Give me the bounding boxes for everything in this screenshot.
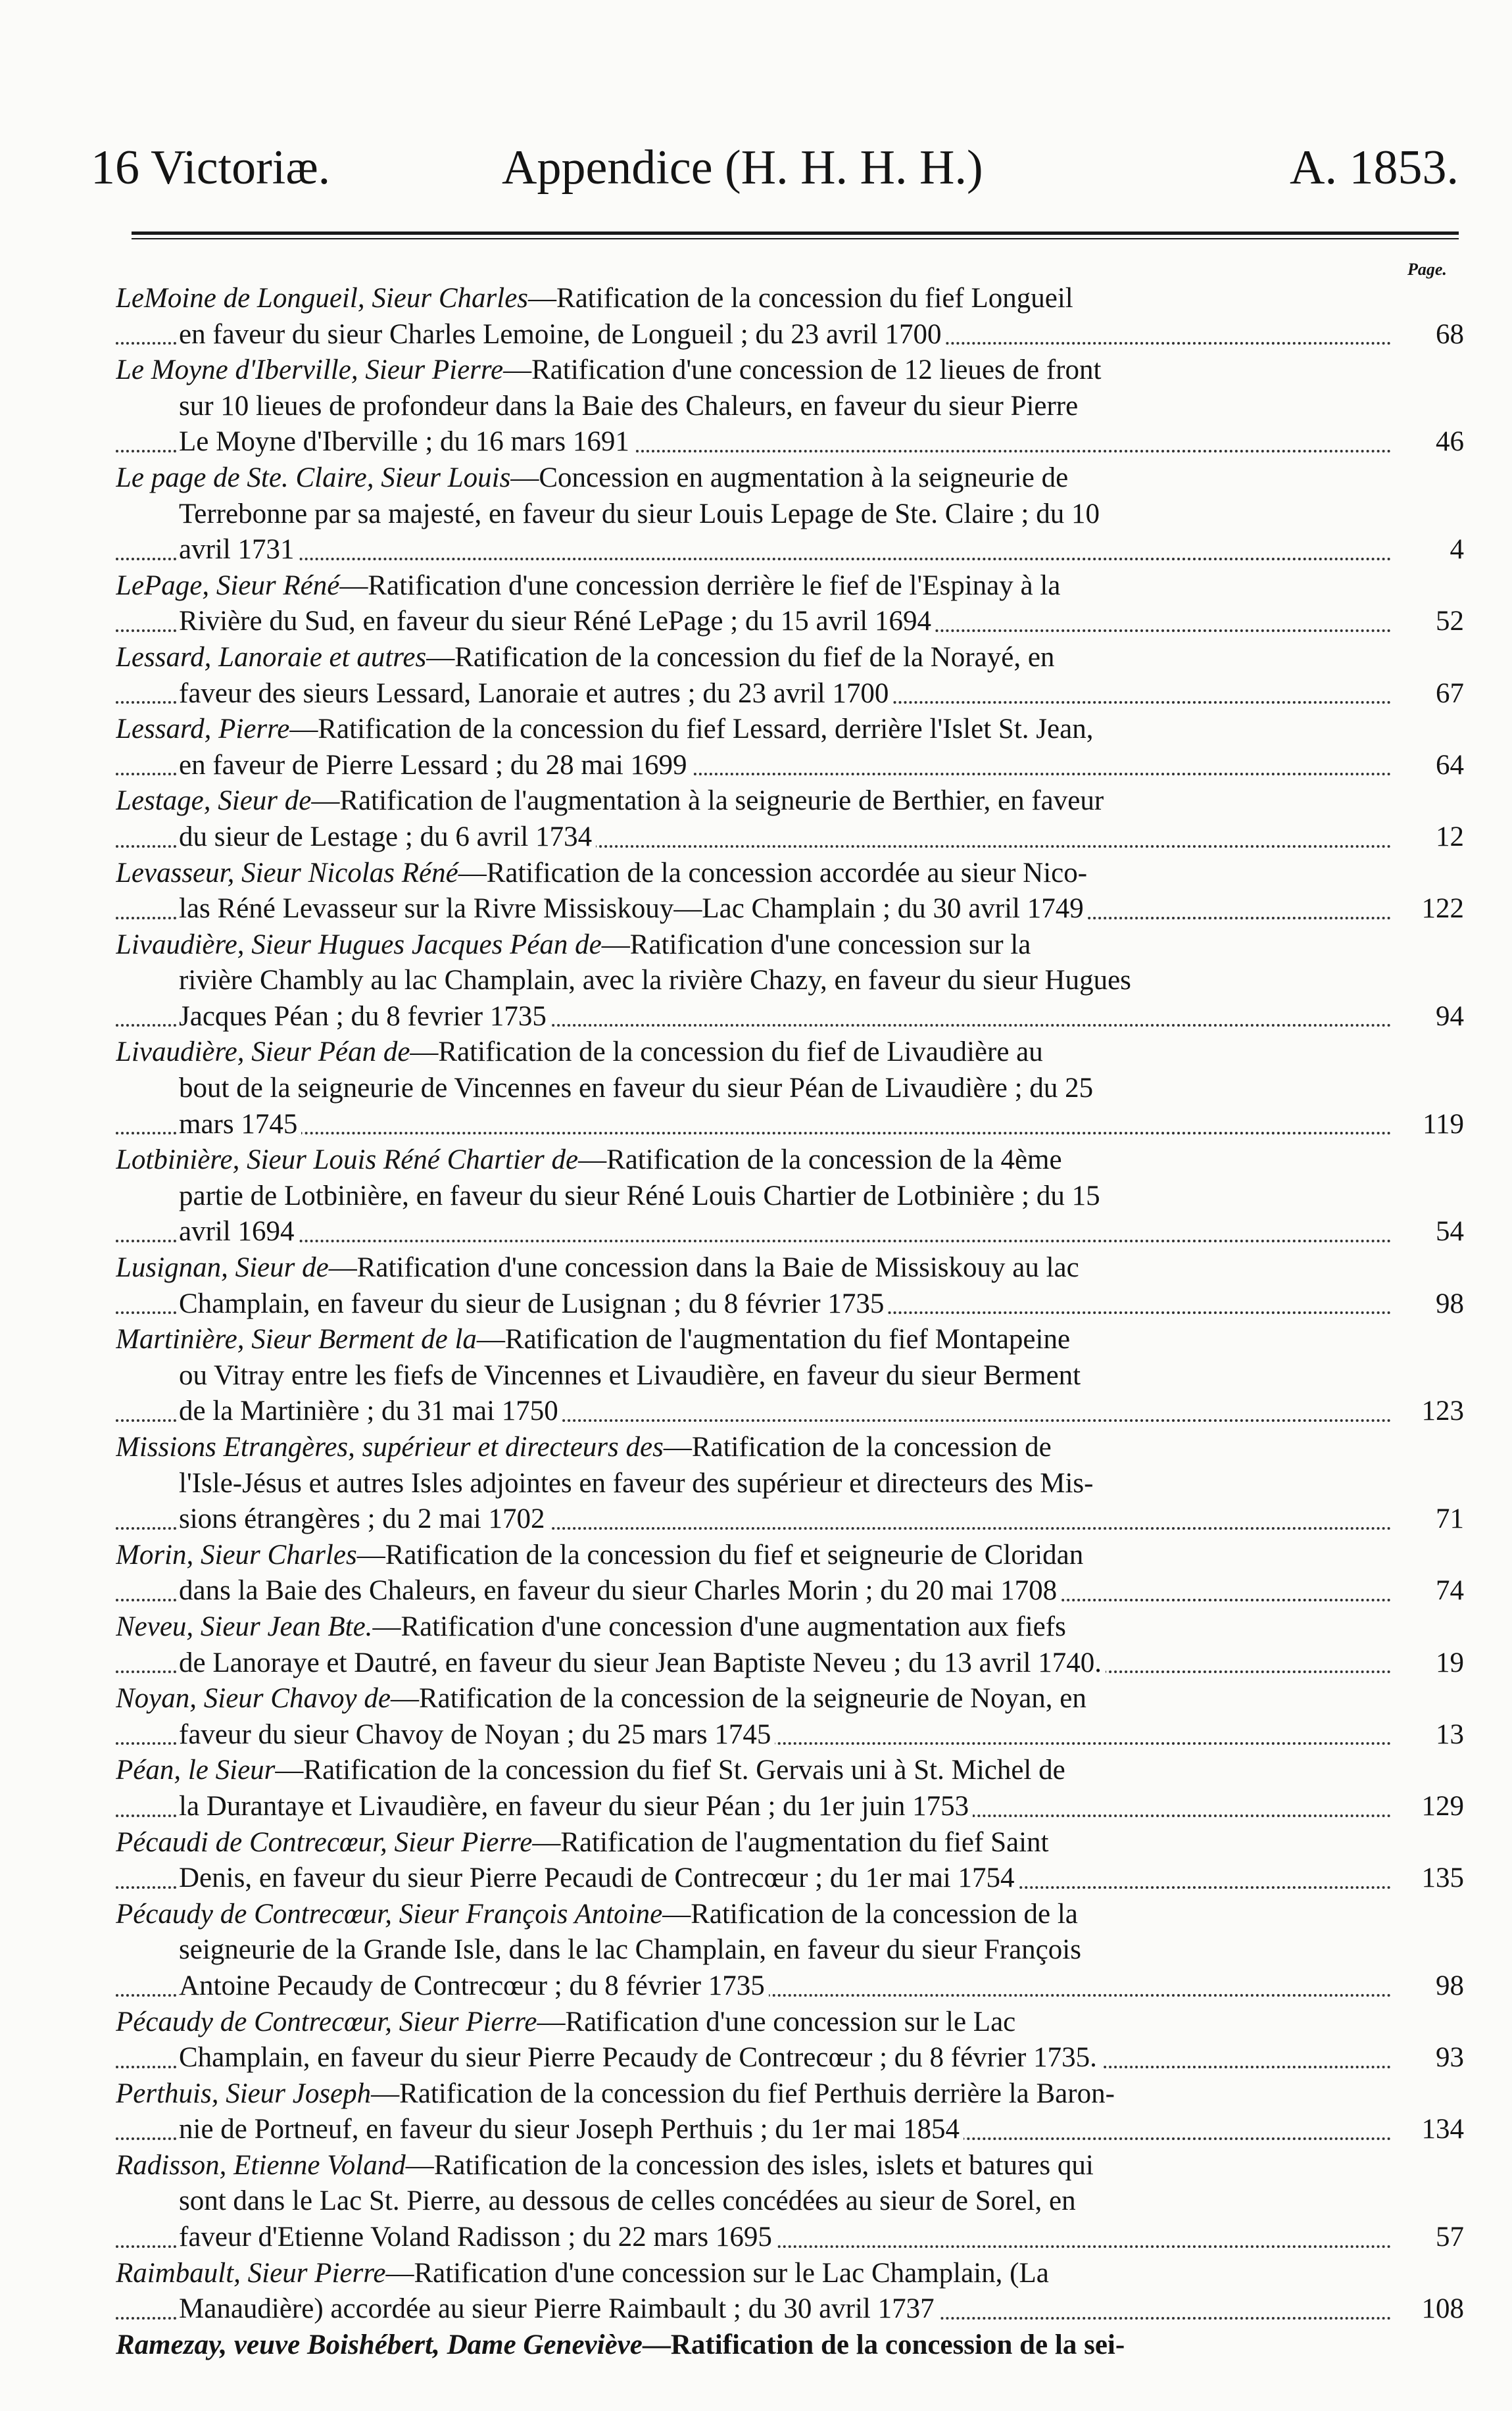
entry-text [116, 1899, 1082, 1930]
entry-continuation-line [116, 2291, 1464, 2327]
entry-continuation-line [116, 389, 1464, 425]
entry-first-line [116, 1825, 1464, 1861]
entry-continuation-line [116, 1501, 1464, 1538]
page-number: 67 [1398, 676, 1464, 712]
page-number: 129 [1398, 1789, 1464, 1825]
header-appendix: Appendice (H. H. H. H.) [502, 141, 983, 195]
page-number: 71 [1398, 1501, 1464, 1538]
entry-text [116, 570, 1064, 601]
entry-text: bout de la seigneurie de Vincennes en faveur du sieur Péan de Livaudière ; du 25 [179, 1073, 1097, 1104]
entry-text [116, 283, 1077, 314]
entry-text: las Réné Levasseur sur la Rivre Missiskouy—Lac Champlain ; du 30 avril 1749 [179, 893, 1088, 924]
entry-first-line [116, 1897, 1464, 1933]
entry-grantee-name: Noyan, Sieur Chavoy de [116, 1683, 391, 1715]
entry-first-line [116, 1538, 1464, 1574]
page-number: 68 [1398, 317, 1464, 353]
entry-text: seigneurie de la Grande Isle, dans le lac Champlain, en faveur du sieur François [179, 1934, 1085, 1965]
entry-first-line [116, 2005, 1464, 2041]
entry-continuation-line [116, 497, 1464, 533]
entry-text: Rivière du Sud, en faveur du sieur Réné LePage ; du 15 avril 1694 [179, 606, 935, 637]
entry-first-line [116, 1681, 1464, 1717]
entry-text [116, 2329, 1129, 2360]
entry-description: —Ratification de la concession du fief Perthuis derrière la Baron- [371, 2078, 1115, 2109]
index-entry [116, 281, 1464, 353]
index-entry [116, 856, 1464, 927]
index-entry [116, 353, 1464, 460]
entry-text [116, 785, 1108, 816]
entry-text [116, 354, 1105, 385]
entry-continuation-line [116, 1717, 1464, 1753]
entry-text: Manaudière) accordée au sieur Pierre Raimbault ; du 30 avril 1737 [179, 2293, 939, 2324]
entry-description: —Ratification de la concession de [663, 1432, 1052, 1463]
entry-grantee-name: Raimbault, Sieur Pierre [116, 2257, 386, 2289]
entry-text [116, 462, 1072, 493]
entry-text: Champlain, en faveur du sieur de Lusignan ; du 8 février 1735 [179, 1288, 888, 1319]
entry-description: —Ratification de l'augmentation du fief Saint [532, 1826, 1049, 1858]
index-entry [116, 1825, 1464, 1897]
entry-continuation-line [116, 1466, 1464, 1502]
entry-text: l'Isle-Jésus et autres Isles adjointes en faveur des supérieur et directeurs des Mis- [179, 1468, 1097, 1499]
entry-text: avril 1694 [179, 1216, 299, 1247]
entry-grantee-name: LeMoine de Longueil, Sieur Charles [116, 283, 529, 314]
entry-text [116, 1755, 1069, 1786]
entry-description: —Ratification de la concession de la 4ème [578, 1144, 1062, 1176]
entry-first-line [116, 2076, 1464, 2112]
entry-text: faveur du sieur Chavoy de Noyan ; du 25 mars 1745 [179, 1719, 775, 1750]
entry-text: rivière Chambly au lac Champlain, avec la rivière Chazy, en faveur du sieur Hugues [179, 965, 1135, 996]
entry-grantee-name: Morin, Sieur Charles [116, 1539, 357, 1571]
entry-first-line [116, 1322, 1464, 1358]
page-number: 12 [1398, 819, 1464, 856]
entry-grantee-name: Martinière, Sieur Berment de la [116, 1324, 477, 1355]
entry-text [116, 1252, 1083, 1283]
entry-grantee-name: Neveu, Sieur Jean Bte. [116, 1611, 373, 1642]
page-number: 93 [1398, 2040, 1464, 2076]
entry-description: —Ratification de l'augmentation à la seigneurie de Berthier, en faveur [311, 785, 1104, 817]
entry-grantee-name: Livaudière, Sieur Péan de [116, 1036, 410, 1068]
entry-grantee-name: Pécaudy de Contrecœur, Sieur François Antoine [116, 1898, 663, 1930]
entry-first-line [116, 1250, 1464, 1286]
entry-text: du sieur de Lestage ; du 6 avril 1734 [179, 821, 596, 852]
entry-grantee-name: Lessard, Pierre [116, 714, 290, 745]
header-rule-thick [132, 231, 1459, 235]
entry-first-line [116, 1142, 1464, 1179]
page-number: 57 [1398, 2220, 1464, 2256]
index-entry [116, 2148, 1464, 2256]
page-number: 13 [1398, 1717, 1464, 1753]
entry-text [116, 1036, 1047, 1067]
entry-first-line [116, 2327, 1464, 2364]
entry-continuation-line [116, 1071, 1464, 1107]
entry-description: —Ratification d'une concession dans la Baie de Missiskouy au lac [328, 1252, 1079, 1284]
entry-text [116, 2078, 1119, 2109]
entry-continuation-line [116, 1861, 1464, 1897]
header-session: 16 Victoriæ. [91, 141, 331, 195]
entry-grantee-name: Lessard, Lanoraie et autres [116, 641, 427, 673]
page-number: 94 [1398, 999, 1464, 1035]
page-column-label: Page. [1407, 260, 1447, 279]
dot-leaders [116, 558, 1392, 560]
entry-continuation-line [116, 891, 1464, 927]
entry-continuation-line [116, 963, 1464, 999]
entry-text [116, 1432, 1056, 1463]
entry-grantee-name: Le Moyne d'Iberville, Sieur Pierre [116, 354, 504, 386]
index-entry [116, 640, 1464, 712]
dot-leaders [116, 1240, 1392, 1242]
entry-text: faveur des sieurs Lessard, Lanoraie et autres ; du 23 avril 1700 [179, 678, 892, 709]
entry-first-line [116, 783, 1464, 819]
page-number: 74 [1398, 1573, 1464, 1609]
entry-description: —Ratification de la concession de la seigneurie de Noyan, en [390, 1683, 1086, 1715]
entry-description: —Ratification d'une concession de 12 lieues de front [503, 354, 1102, 386]
index-entry [116, 1142, 1464, 1250]
entry-description: —Ratification de l'augmentation du fief Montapeine [476, 1324, 1071, 1355]
entry-first-line [116, 1035, 1464, 1071]
entry-description: —Ratification de la concession des isles, islets et batures qui [405, 2149, 1094, 2181]
entry-description: —Concession en augmentation à la seigneurie de [510, 462, 1069, 493]
entry-text: de la Martinière ; du 31 mai 1750 [179, 1396, 562, 1426]
entry-continuation-line [116, 1789, 1464, 1825]
entry-continuation-line [116, 1107, 1464, 1143]
entry-first-line [116, 1753, 1464, 1789]
entry-continuation-line [116, 1214, 1464, 1250]
page-number: 134 [1398, 2112, 1464, 2148]
entry-text: Le Moyne d'Iberville ; du 16 mars 1691 [179, 426, 633, 457]
entry-description: —Ratification d'une concession sur le Lac Champlain, (La [385, 2257, 1049, 2289]
entry-text: sions étrangères ; du 2 mai 1702 [179, 1503, 549, 1534]
entry-text: en faveur de Pierre Lessard ; du 28 mai 1699 [179, 750, 691, 781]
entry-grantee-name: Ramezay, veuve Boishébert, Dame Geneviève [116, 2329, 643, 2360]
index-entry [116, 1609, 1464, 1681]
running-header [91, 132, 1459, 204]
index-entry [116, 1538, 1464, 1609]
entry-text: partie de Lotbinière, en faveur du sieur Réné Louis Chartier de Lotbinière ; du 15 [179, 1181, 1104, 1211]
index-entry [116, 2256, 1464, 2327]
entry-continuation-line [116, 1358, 1464, 1394]
index-entry [116, 783, 1464, 855]
entry-description: —Ratification de la concession du fief Longueil [528, 283, 1073, 314]
entry-first-line [116, 712, 1464, 748]
entry-text [116, 1827, 1052, 1858]
entry-description: —Ratification d'une concession sur le Lac [537, 2006, 1016, 2037]
entry-grantee-name: LePage, Sieur Réné [116, 570, 340, 601]
entry-text: Terrebonne par sa majesté, en faveur du sieur Louis Lepage de Ste. Claire ; du 10 [179, 499, 1104, 529]
entry-description: —Ratification de la concession de la sei- [642, 2329, 1125, 2360]
entry-continuation-line [116, 1573, 1464, 1609]
index-entry [116, 1430, 1464, 1538]
entry-continuation-line [116, 748, 1464, 784]
entry-text: la Durantaye et Livaudière, en faveur du sieur Péan ; du 1er juin 1753 [179, 1791, 973, 1822]
index-entries [116, 281, 1464, 2363]
entry-grantee-name: Pécaudy de Contrecœur, Sieur Pierre [116, 2006, 537, 2037]
entry-first-line [116, 1430, 1464, 1466]
entry-continuation-line [116, 2183, 1464, 2220]
entry-continuation-line [116, 1932, 1464, 1968]
entry-text: en faveur du sieur Charles Lemoine, de Longueil ; du 23 avril 1700 [179, 319, 946, 350]
entry-text: de Lanoraye et Dautré, en faveur du sieur Jean Baptiste Neveu ; du 13 avril 1740. [179, 1647, 1106, 1678]
entry-grantee-name: Livaudière, Sieur Hugues Jacques Péan de [116, 929, 602, 960]
entry-text [116, 1324, 1074, 1355]
entry-text: Champlain, en faveur du sieur Pierre Pecaudy de Contrecœur ; du 8 février 1735. [179, 2042, 1101, 2073]
index-entry [116, 2327, 1464, 2364]
page-number: 64 [1398, 748, 1464, 784]
entry-first-line [116, 353, 1464, 389]
entry-grantee-name: Lusignan, Sieur de [116, 1252, 329, 1284]
index-entry [116, 460, 1464, 568]
entry-continuation-line [116, 1179, 1464, 1215]
entry-grantee-name: Missions Etrangères, supérieur et directeurs des [116, 1432, 664, 1463]
entry-text: Jacques Péan ; du 8 fevrier 1735 [179, 1001, 550, 1032]
index-entry [116, 712, 1464, 783]
page-number: 4 [1398, 532, 1464, 568]
page-number: 119 [1398, 1107, 1464, 1143]
entry-first-line [116, 2256, 1464, 2292]
entry-first-line [116, 460, 1464, 497]
entry-text: dans la Baie des Chaleurs, en faveur du sieur Charles Morin ; du 20 mai 1708 [179, 1575, 1061, 1606]
entry-description: —Ratification de la concession du fief de Livaudière au [410, 1036, 1043, 1068]
index-entry [116, 2076, 1464, 2148]
header-rule-thin [132, 238, 1459, 239]
entry-description: —Ratification d'une concession sur la [601, 929, 1031, 960]
entry-description: —Ratification de la concession accordée au sieur Nico- [458, 857, 1088, 889]
entry-text: nie de Portneuf, en faveur du sieur Joseph Perthuis ; du 1er mai 1854 [179, 2114, 963, 2145]
entry-continuation-line [116, 2112, 1464, 2148]
entry-text [116, 858, 1091, 889]
entry-grantee-name: Radisson, Etienne Voland [116, 2149, 406, 2181]
entry-grantee-name: Péan, le Sieur [116, 1755, 276, 1786]
index-entry [116, 1322, 1464, 1430]
entry-description: —Ratification de la concession du fief de la Norayé, en [426, 641, 1055, 673]
entry-text [116, 714, 1097, 744]
entry-first-line [116, 2148, 1464, 2184]
entry-description: —Ratification d'une concession derrière le fief de l'Espinay à la [339, 570, 1061, 601]
index-entry [116, 2005, 1464, 2076]
entry-text: Denis, en faveur du sieur Pierre Pecaudi de Contrecœur ; du 1er mai 1754 [179, 1863, 1019, 1893]
entry-description: —Ratification de la concession du fief et seigneurie de Cloridan [356, 1539, 1084, 1571]
entry-description: —Ratification de la concession de la [662, 1898, 1078, 1930]
entry-continuation-line [116, 424, 1464, 460]
entry-text: mars 1745 [179, 1109, 301, 1140]
entry-first-line [116, 281, 1464, 317]
entry-description: —Ratification d'une concession d'une augmentation aux fiefs [372, 1611, 1066, 1642]
entry-grantee-name: Levasseur, Sieur Nicolas Réné [116, 857, 458, 889]
entry-first-line [116, 927, 1464, 963]
entry-text: Antoine Pecaudy de Contrecœur ; du 8 février 1735 [179, 1970, 769, 2001]
entry-first-line [116, 856, 1464, 892]
page-number: 52 [1398, 604, 1464, 640]
page-number: 123 [1398, 1394, 1464, 1430]
page-number: 122 [1398, 891, 1464, 927]
entry-continuation-line [116, 1645, 1464, 1682]
index-entry [116, 1681, 1464, 1753]
entry-text: faveur d'Etienne Voland Radisson ; du 22 mars 1695 [179, 2222, 776, 2253]
entry-continuation-line [116, 819, 1464, 856]
entry-first-line [116, 568, 1464, 604]
page-number: 98 [1398, 1286, 1464, 1323]
entry-text [116, 1611, 1070, 1642]
entry-text [116, 2007, 1019, 2037]
entry-grantee-name: Pécaudi de Contrecœur, Sieur Pierre [116, 1826, 533, 1858]
entry-continuation-line [116, 1286, 1464, 1323]
entry-continuation-line [116, 532, 1464, 568]
entry-grantee-name: Perthuis, Sieur Joseph [116, 2078, 372, 2109]
page-number: 54 [1398, 1214, 1464, 1250]
entry-description: —Ratification de la concession du fief St. Gervais uni à St. Michel de [275, 1755, 1065, 1786]
index-entry [116, 1753, 1464, 1824]
entry-continuation-line [116, 1394, 1464, 1430]
entry-text [116, 1683, 1090, 1714]
entry-grantee-name: Lotbinière, Sieur Louis Réné Chartier de [116, 1144, 579, 1176]
entry-continuation-line [116, 676, 1464, 712]
entry-text [116, 642, 1058, 673]
entry-text: ou Vitray entre les fiefs de Vincennes et Livaudière, en faveur du sieur Berment [179, 1360, 1085, 1391]
index-entry [116, 1250, 1464, 1322]
entry-text [116, 2258, 1053, 2289]
entry-text: sont dans le Lac St. Pierre, au dessous de celles concédées au sieur de Sorel, en [179, 2185, 1080, 2216]
entry-continuation-line [116, 2220, 1464, 2256]
entry-description: —Ratification de la concession du fief Lessard, derrière l'Islet St. Jean, [289, 714, 1094, 745]
entry-text [116, 2150, 1098, 2181]
index-entry [116, 1897, 1464, 2005]
dot-leaders [116, 1132, 1392, 1134]
index-entry [116, 568, 1464, 640]
entry-continuation-line [116, 2040, 1464, 2076]
index-entry [116, 927, 1464, 1035]
entry-text [116, 1540, 1087, 1571]
page-number: 46 [1398, 424, 1464, 460]
entry-text [116, 1144, 1066, 1175]
entry-grantee-name: Lestage, Sieur de [116, 785, 312, 817]
entry-continuation-line [116, 1968, 1464, 2005]
entry-text: avril 1731 [179, 534, 299, 565]
index-entry [116, 1035, 1464, 1142]
entry-first-line [116, 640, 1464, 676]
entry-first-line [116, 1609, 1464, 1645]
entry-grantee-name: Le page de Ste. Claire, Sieur Louis [116, 462, 511, 493]
entry-continuation-line [116, 999, 1464, 1035]
page-number: 135 [1398, 1861, 1464, 1897]
page-number: 108 [1398, 2291, 1464, 2327]
entry-text [116, 929, 1035, 960]
header-year: A. 1853. [1290, 141, 1459, 195]
entry-continuation-line [116, 317, 1464, 353]
entry-continuation-line [116, 604, 1464, 640]
page-number: 19 [1398, 1645, 1464, 1682]
page-number: 98 [1398, 1968, 1464, 2005]
entry-text: sur 10 lieues de profondeur dans la Baie des Chaleurs, en faveur du sieur Pierre [179, 391, 1082, 422]
